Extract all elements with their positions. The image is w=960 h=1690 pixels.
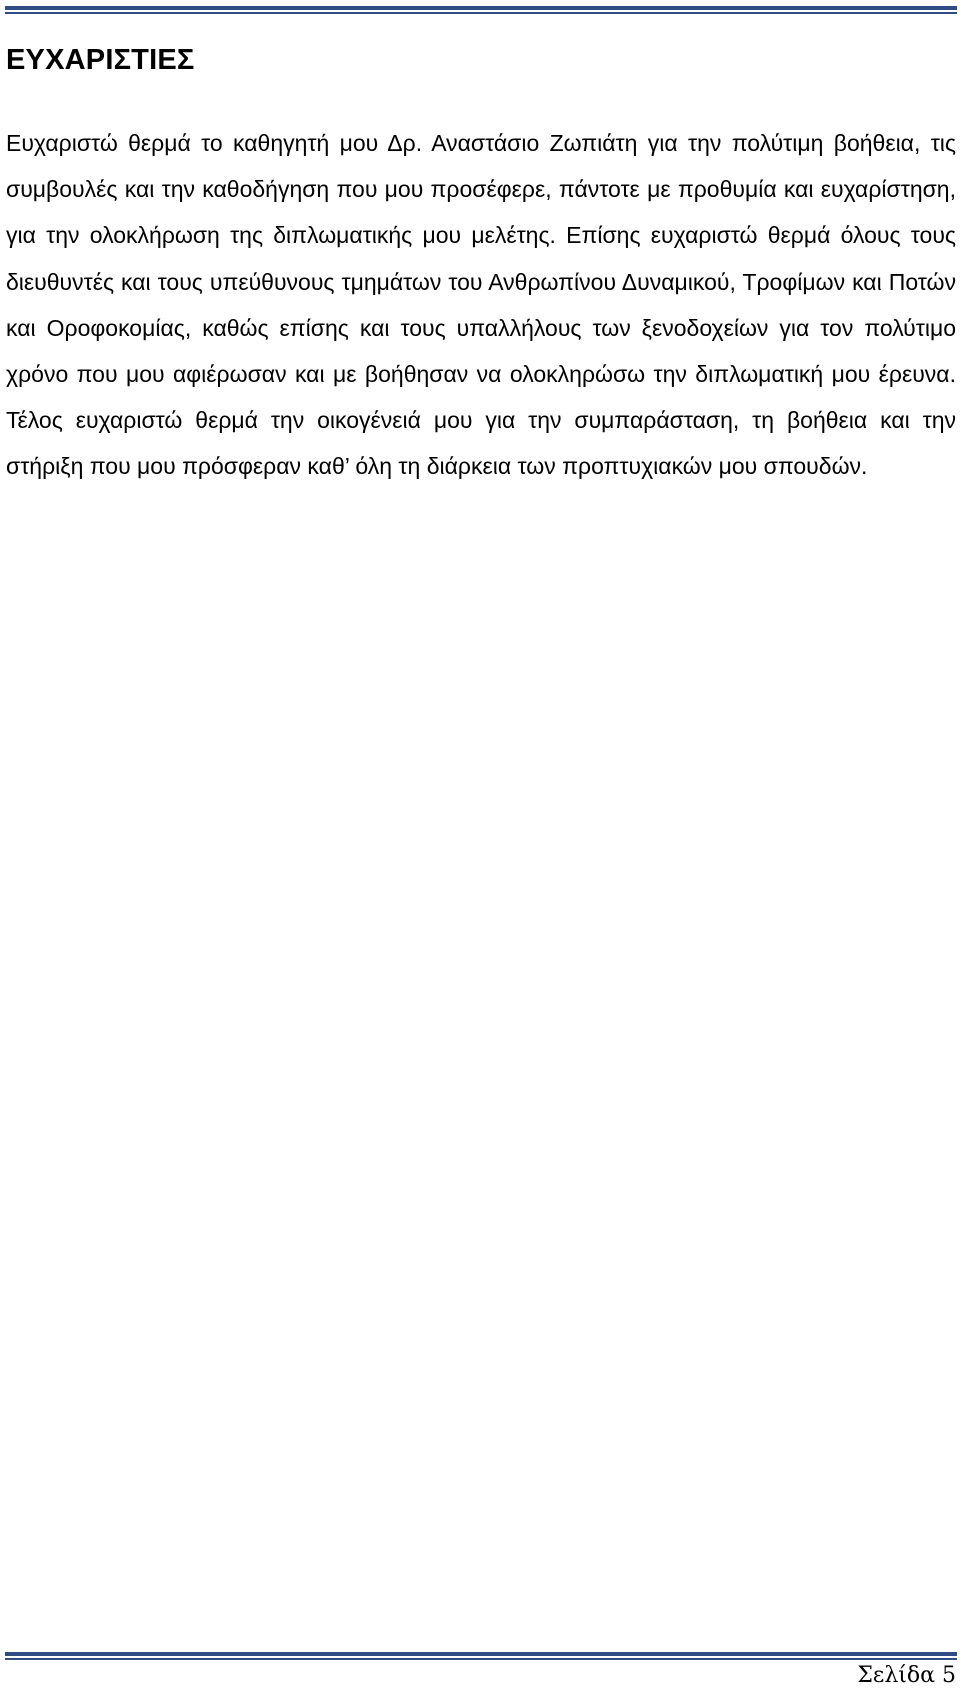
acknowledgements-paragraph: Ευχαριστώ θερμά το καθηγητή μου Δρ. Αναστάσιο Ζωπιάτη για την πολύτιμη βοήθεια, τις συμβουλές και την καθοδήγηση που μου προσέφερε, πάντοτε με προθυμία και ευχαρίστηση, για την ολοκλήρωση της διπλωματικής μου μελέτης. Επίσης ευχαριστώ θερμά όλους τους διευθυντές και τους υπεύθυνους τμημάτων του Ανθρωπίνου Δυναμικού, Τροφίμων και Ποτών και Οροφοκομίας, καθώς επίσης και τους υπαλλήλους των ξενοδοχείων για τον πολύτιμο χρόνο που μου αφιέρωσαν και με βοήθησαν να ολοκληρώσω την διπλωματική μου έρευνα. Τέλος ευχαριστώ θερμά την οικογένειά μου για την συμπαράσταση, τη βοήθεια και την στήριξη που μου πρόσφεραν καθ’ όλη τη διάρκεια των προπτυχιακών μου σπουδών.	[6, 130, 956, 480]
footer-rule-thick-line	[5, 1652, 957, 1656]
header-rule-thick-line	[5, 6, 957, 10]
page-title: ΕΥΧΑΡΙΣΤΙΕΣ	[6, 44, 195, 76]
page-number: Σελίδα 5	[857, 1663, 956, 1688]
header-rule	[5, 6, 957, 14]
footer-rule	[5, 1652, 957, 1660]
header-rule-thin-line	[5, 12, 957, 14]
footer-rule-thin-line	[5, 1658, 957, 1660]
